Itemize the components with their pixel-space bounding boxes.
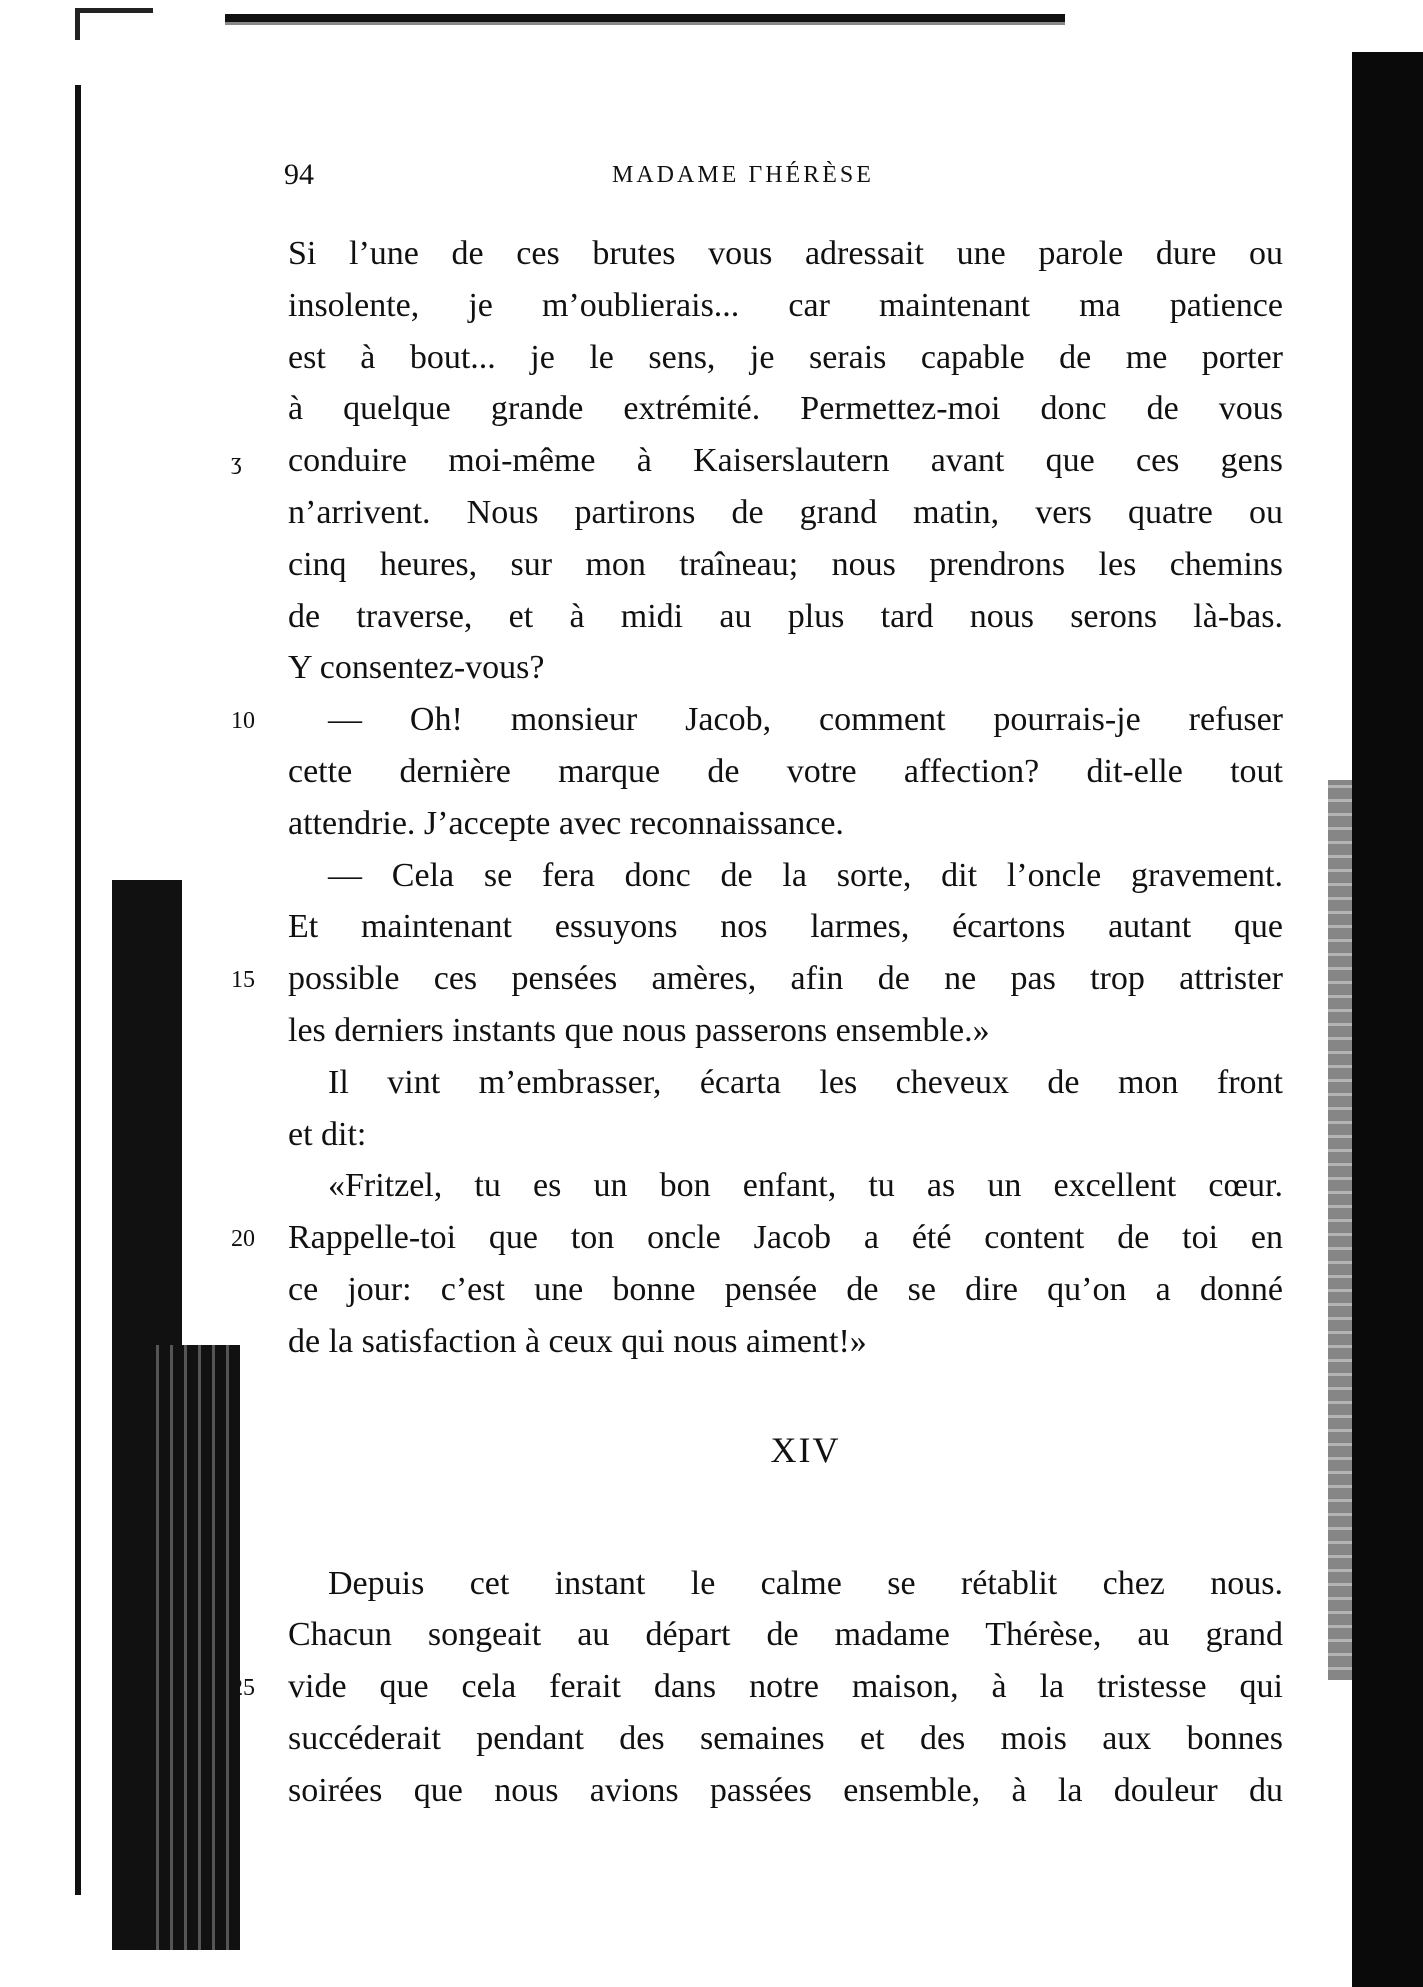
- text-line-content: à quelque grande extrémité. Permettez-moi donc de vous: [288, 390, 1283, 428]
- text-line: [288, 591, 1283, 643]
- scan-top-edge-shadow: [225, 22, 1065, 25]
- running-title: MADAME ΓHÉRÈSE: [612, 162, 874, 188]
- text-line-content: Chacun songeait au départ de madame Thérèse, au grand: [288, 1616, 1283, 1654]
- text-line: [288, 1765, 1283, 1817]
- text-line-content: — Oh! monsieur Jacob, comment pourrais-je refuser: [328, 701, 1283, 739]
- chapter-spacer: [288, 1368, 1283, 1404]
- text-line: [288, 642, 1283, 694]
- text-line-content: de traverse, et à midi au plus tard nous serons là-bas.: [288, 597, 1283, 635]
- text-line-content: conduire moi-même à Kaiserslautern avant que ces gens: [288, 442, 1283, 480]
- text-line: [288, 1316, 1283, 1368]
- text-line-content: Si l’une de ces brutes vous adressait une parole dure ou: [288, 235, 1283, 272]
- text-line: [231, 1212, 1283, 1264]
- text-line: [288, 332, 1283, 384]
- chapter-heading: XIV: [770, 1429, 841, 1470]
- text-line-content: Depuis cet instant le calme se rétablit chez nous.: [328, 1564, 1283, 1602]
- text-line: [288, 1609, 1283, 1661]
- text-line: [288, 1558, 1283, 1610]
- page-body: [231, 228, 1283, 1817]
- page-header: [0, 158, 1423, 198]
- text-line-content: de la satisfaction à ceux qui nous aiment!»: [288, 1322, 867, 1360]
- text-line: [288, 280, 1283, 332]
- text-line: [288, 1713, 1283, 1765]
- scan-right-shadow-edge: [1328, 780, 1354, 1680]
- margin-line-number: 10: [231, 708, 255, 735]
- chapter-spacer: [288, 1496, 1283, 1558]
- text-line-content: attendrie. J’accepte avec reconnaissance.: [288, 804, 844, 842]
- margin-line-number: 15: [231, 967, 255, 994]
- text-line: [288, 1264, 1283, 1316]
- scan-right-edge: [1352, 52, 1423, 1987]
- scan-left-edge: [75, 85, 81, 1895]
- scan-left-shadow-lower: [150, 1345, 240, 1950]
- text-line-content: soirées que nous avions passées ensemble, à la douleur du: [288, 1771, 1283, 1809]
- text-line-content: cinq heures, sur mon traîneau; nous prendrons les chemins: [288, 545, 1283, 583]
- text-line: [288, 487, 1283, 539]
- text-line: [288, 383, 1283, 435]
- text-line-content: «Fritzel, tu es un bon enfant, tu as un excellent cœur.: [328, 1167, 1283, 1205]
- margin-line-number: 20: [231, 1226, 255, 1253]
- text-line-content: n’arrivent. Nous partirons de grand matin, vers quatre ou: [288, 493, 1283, 531]
- text-line: [231, 694, 1283, 746]
- text-line: [288, 1160, 1283, 1212]
- text-line: [288, 1005, 1283, 1057]
- text-line: [231, 953, 1283, 1005]
- text-line: [288, 850, 1283, 902]
- text-line: [288, 746, 1283, 798]
- text-line-content: Il vint m’embrasser, écarta les cheveux de mon front: [328, 1063, 1283, 1101]
- text-line-content: insolente, je m’oublierais... car maintenant ma patience: [288, 286, 1283, 324]
- page-number: 94: [284, 158, 314, 191]
- text-line-content: est à bout... je le sens, je serais capable de me porter: [288, 338, 1283, 376]
- text-line: [288, 1109, 1283, 1161]
- text-line-content: Y consentez-vous?: [288, 649, 545, 687]
- text-line-content: Et maintenant essuyons nos larmes, écartons autant que: [288, 908, 1283, 946]
- scan-corner-mark-horizontal: [75, 8, 153, 13]
- text-line: [288, 901, 1283, 953]
- text-line-content: — Cela se fera donc de la sorte, dit l’oncle gravement.: [328, 856, 1283, 894]
- text-line-content: vide que cela ferait dans notre maison, à la tristesse qui: [288, 1668, 1283, 1706]
- text-line-content: les derniers instants que nous passerons ensemble.»: [288, 1011, 990, 1049]
- text-line-content: possible ces pensées amères, afin de ne pas trop attrister: [288, 960, 1283, 998]
- text-line: [288, 539, 1283, 591]
- text-line-content: succéderait pendant des semaines et des mois aux bonnes: [288, 1719, 1283, 1757]
- scan-top-edge: [225, 14, 1065, 22]
- text-line-content: cette dernière marque de votre affection? dit-elle tout: [288, 752, 1283, 790]
- text-line: [288, 228, 1283, 280]
- text-line: [288, 1057, 1283, 1109]
- text-line: [231, 435, 1283, 487]
- text-line-content: ce jour: c’est une bonne pensée de se dire qu’on a donné: [288, 1270, 1283, 1308]
- text-line: [288, 798, 1283, 850]
- text-line: [231, 1661, 1283, 1713]
- text-line-content: Rappelle-toi que ton oncle Jacob a été content de toi en: [288, 1219, 1283, 1257]
- margin-line-number: 25: [231, 1675, 255, 1702]
- margin-line-number: ʒ: [231, 449, 242, 476]
- text-line-content: et dit:: [288, 1115, 367, 1153]
